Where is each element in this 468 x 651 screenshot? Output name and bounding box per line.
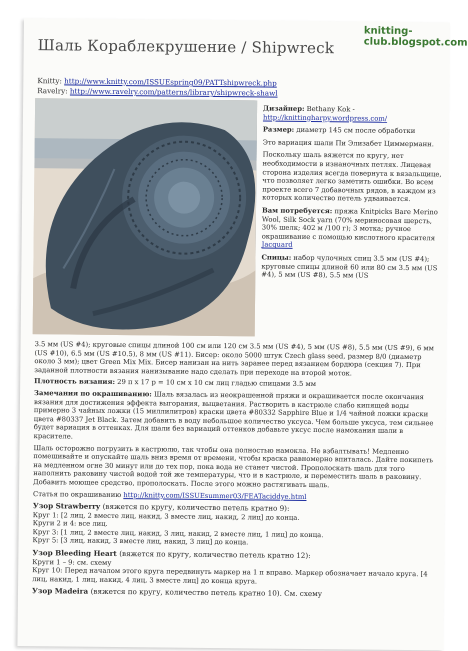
size-label: Размер: <box>262 125 295 135</box>
strawberry-title: Узор Strawberry <box>32 501 101 511</box>
strawberry-row: Круги 2 и 4: все лиц. <box>32 519 108 529</box>
scanned-page <box>17 18 468 650</box>
madeira-heading <box>32 588 438 601</box>
designer-name: Bethany Kok - <box>306 104 355 114</box>
materials-text: пряжа Knitpicks Bare Merino Wool, Silk Sock yarn (70% мериносовая шерсть, 30% шелк; 402 м /100 г); 3 мотка; ручное окрашивание с помощью кислотного красителя <box>261 207 438 243</box>
source-links <box>37 76 278 99</box>
info-column <box>261 105 443 286</box>
ravelry-link-row <box>37 86 277 99</box>
dye-text: Шаль вязалась из неокрашенной пряжи и окрашивается после окончания вязания для достижения эффекта выгорания, выцветания. Растворить в кастрюле слабо кипящей воды примерно 3 чайных ложки (15 миллилитров) краски цвета #80332 Sapphire Blue и 1/4 чайной ложки краски цвета #80337 Jet Black. Затем добавить в воду небольшое количество уксуса. Чем больше уксуса, тем сильнее будет вариация в оттенках. Для шали без вариаций оттенков добавьте уксус после намокания шали в красителе. <box>33 390 434 441</box>
dye-label: Замечания по окрашиванию: <box>34 389 152 399</box>
needles-paragraph <box>261 253 441 281</box>
bleeding-subtitle: (вяжется по кругу, количество петель кратно 12): <box>119 549 311 561</box>
designer-link[interactable]: http://knittingharpy.wordpress.com/ <box>262 113 388 123</box>
dye-article-paragraph <box>33 490 439 503</box>
dye-article-label: Статья по окрашиванию <box>32 489 122 499</box>
needles-continued: 3.5 мм (US #4); круговые спицы длиной 100 см или 120 см 3.5 мм (US #4), 5 мм (US #8), 5.5 мм (US #9), 6 мм (US #10), 6.5 мм (US #10.5), 8 мм (US #11). Бисер: около 5000 штук Czech glass seed, размер 8/0 (диаметр около 3 мм); цвет Green Mix Mix. Бисер нанизан на нить заранее перед вязанием бордюра (секция 7). При заданной плотности вязания нанизывание надо сделать при переходе на второй моток. <box>34 340 435 378</box>
needles-text: набор чулочных спиц 3.5 мм (US #4); круговые спицы длиной 60 или 80 см 3.5 мм (US #4), 5 мм (US #8), 5.5 мм (US <box>261 253 438 280</box>
variation-paragraph: Это вариация шали Пи Элизабет Циммерманн. <box>262 138 434 149</box>
note-paragraph: Поскольку шаль вяжется по кругу, нет необходимости в изнаночных петлях. Лицевая сторона изделия всегда повернута к вязальщице, что позволяет легко заметить ошибки. Во всем проекте всего 7 добавочных рядов, в каждом из которых количество петель удваивается. <box>262 150 442 204</box>
strawberry-row: Круг 5: [3 лиц, накид, 3 вместе лиц, накид, 3 лиц] до конца. <box>32 536 249 547</box>
bleeding-title: Узор Bleeding Heart <box>32 548 117 559</box>
designer-label: Дизайнер: <box>263 104 305 113</box>
knitty-label: Knitty: <box>37 76 62 86</box>
ravelry-link[interactable]: http://www.ravelry.com/patterns/library/shipwreck-shawl <box>69 86 278 98</box>
gauge-label: Плотность вязания: <box>34 377 116 387</box>
size-paragraph <box>263 126 443 136</box>
materials-link[interactable]: Jacquard <box>261 240 293 250</box>
strawberry-row: Круг 3: [1 лиц, 2 вместе лиц, накид, 3 лиц, накид, 2 вместе лиц, 1 лиц] до конца. <box>32 527 324 540</box>
dye-article-link[interactable]: http://knitty.com/ISSUEsummer03/FEATaciddye.html <box>123 490 307 501</box>
gauge-paragraph <box>34 378 440 391</box>
body-text <box>32 340 441 600</box>
dye-paragraph <box>34 389 441 445</box>
bleeding-rows <box>32 558 438 588</box>
page-title: Шаль Кораблекрушение / Shipwreck <box>37 36 335 58</box>
gauge-text: 29 п x 17 р = 10 см x 10 см лиц гладью спицами 3.5 мм <box>117 378 317 389</box>
materials-label: Вам потребуется: <box>261 206 333 216</box>
knitty-link[interactable]: http://www.knitty.com/ISSUEspring09/PATTshipwreck.php <box>64 76 277 88</box>
needles-label: Спицы: <box>261 253 292 262</box>
site-watermark: knitting-club.blogspot.com <box>363 25 468 49</box>
ravelry-label: Ravelry: <box>37 86 68 96</box>
size-text: диаметр 145 см после обработки <box>296 126 416 136</box>
strawberry-row: Круг 1: [2 лиц, 2 вместе лиц, накид, 3 вместе лиц, накид, 2 лиц] до конца. <box>32 510 300 522</box>
bleeding-row: Круг 10: Перед началом этого круга передвинуть маркер на 1 п вправо. Маркер обозначает начало круга. [4 лиц, накид, 1 лиц, накид, 4 лиц, 3 вместе лиц] до конца круга. <box>32 566 428 586</box>
shawl-photo <box>33 98 257 336</box>
strawberry-subtitle: (вяжется по кругу, количество петель кратно 9): <box>102 501 290 513</box>
bleeding-row: Круги 1 – 9: см. схему <box>32 557 112 567</box>
designer-paragraph <box>263 105 443 124</box>
madeira-title: Узор Madeira <box>31 586 89 597</box>
dye-paragraph-2: Шаль осторожно погрузить в кастрюлю, так чтобы она полностью намокла. Не взбалтывать! Медленно помешивайте и опускайте шаль вниз время от времени, чтобы краска равномерно впиталась. Дайте покипеть на медленном огне 30 минут или до тех пор, пока вода не станет чистой. Прополоскать шаль для того наполнить раковину чистой водой той же температуры, что и в кастрюле, и переместить шаль в раковину. Добавить моющее средство, прополоскать. После этого можно растягивать шаль. <box>33 443 434 490</box>
strawberry-rows <box>32 511 438 550</box>
shawl-photo-illustration <box>33 98 257 336</box>
materials-paragraph <box>262 206 442 251</box>
madeira-subtitle: (вяжется по кругу, количество петель кратно 10). См. схему <box>90 587 323 599</box>
